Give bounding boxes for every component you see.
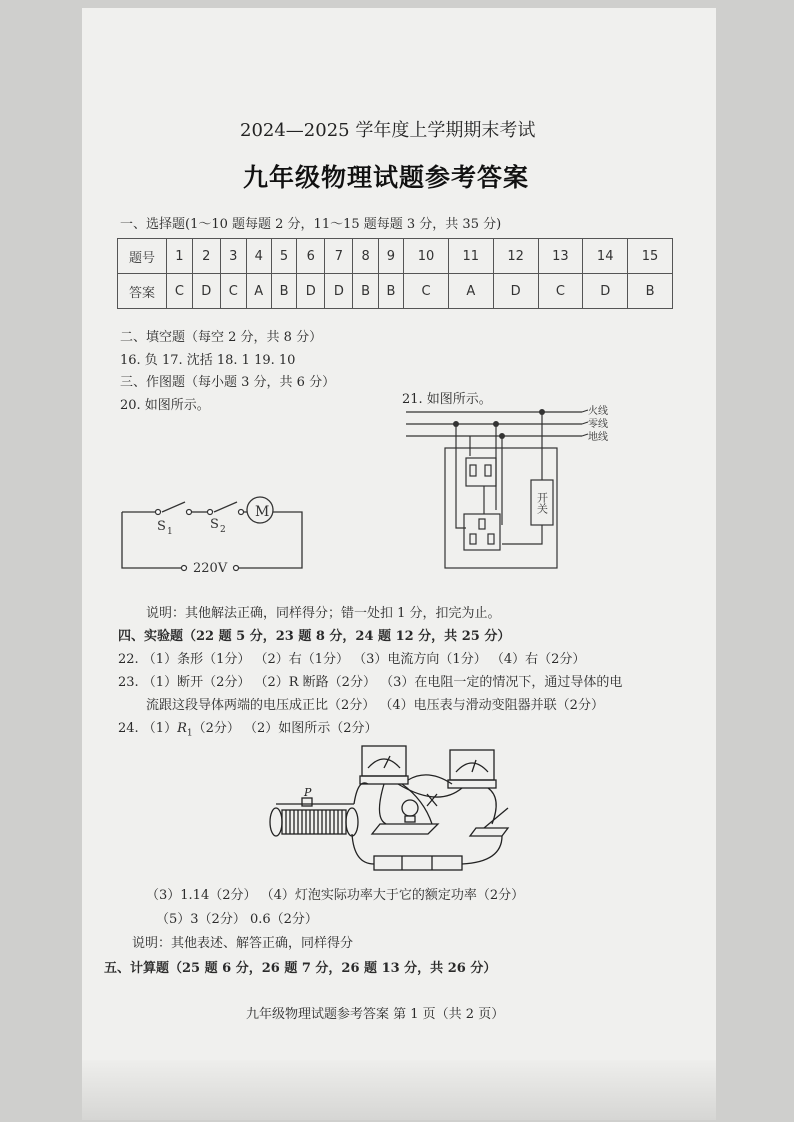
question-number: 11: [448, 239, 493, 274]
motor-symbol: M: [255, 504, 270, 520]
answer-cell: A: [448, 274, 493, 309]
q20-label: 20. 如图所示。: [120, 398, 210, 413]
q24-answers-line1: [118, 717, 378, 739]
paper-bottom-shade: [82, 1060, 716, 1120]
q24-answers-line3: （3）1.14（2分） （4）灯泡实际功率大于它的额定功率（2分）: [146, 888, 525, 903]
q24-resistor: R: [177, 721, 187, 736]
question-number: 8: [353, 239, 378, 274]
section1-heading: 一、选择题(1～10 题每题 2 分，11～15 题每题 3 分，共 35 分): [120, 217, 502, 232]
switch-s2-label: S: [210, 517, 219, 532]
exam-title: 2024—2025 学年度上学期期末考试: [240, 120, 536, 141]
question-number: 15: [628, 239, 673, 274]
answer-cell: A: [246, 274, 271, 309]
section4-heading: 四、实验题（22 题 5 分，23 题 8 分，24 题 12 分，共 25 分）: [118, 629, 511, 644]
slider-label: P: [304, 786, 312, 799]
q23-answers-line2: 流跟这段导体两端的电压成正比（2分） （4）电压表与滑动变阻器并联（2分）: [146, 698, 604, 713]
answer-cell: C: [167, 274, 193, 309]
answer-row: [118, 274, 673, 309]
question-number: 6: [297, 239, 325, 274]
neutral-wire-label: 零线: [588, 419, 608, 430]
ground-wire-label: 地线: [588, 432, 608, 443]
question-number-row: [118, 239, 673, 274]
answer-cell: C: [404, 274, 449, 309]
page-footer: 九年级物理试题参考答案 第 1 页（共 2 页）: [246, 1007, 505, 1022]
question-number: 2: [192, 239, 220, 274]
experiment-circuit-diagram-24: [262, 738, 532, 876]
answer-cell: B: [628, 274, 673, 309]
question-number: 14: [583, 239, 628, 274]
switch-label: 开关: [535, 492, 549, 514]
answer-cell: B: [378, 274, 403, 309]
section4-note: 说明：其他表述、解答正确，同样得分: [132, 936, 354, 951]
switch-s2-subscript: 2: [220, 525, 226, 535]
q22-answers: 22. （1）条形（1分） （2）右（1分） （3）电流方向（1分） （4）右（2分）: [118, 652, 586, 667]
circuit-diagram-20: [115, 490, 315, 580]
answer-cell: C: [538, 274, 583, 309]
section3-note: 说明：其他解法正确，同样得分；错一处扣 1 分，扣完为止。: [146, 606, 501, 621]
fill-blank-answers: 16. 负 17. 沈括 18. 1 19. 10: [120, 353, 296, 368]
row-label-answer: 答案: [118, 274, 167, 309]
question-number: 5: [271, 239, 296, 274]
section3-heading: 三、作图题（每小题 3 分，共 6 分）: [120, 375, 336, 390]
page-title: 九年级物理试题参考答案: [243, 163, 530, 192]
answer-cell: D: [192, 274, 220, 309]
answer-cell: D: [583, 274, 628, 309]
q24-rest: （2分） （2）如图所示（2分）: [192, 721, 378, 736]
answer-cell: D: [493, 274, 538, 309]
answer-cell: C: [220, 274, 246, 309]
voltage-label: 220V: [193, 561, 228, 576]
wiring-diagram-21: [400, 400, 650, 575]
question-number: 4: [246, 239, 271, 274]
live-wire-label: 火线: [588, 406, 608, 417]
switch-s1-subscript: 1: [167, 527, 173, 537]
section5-heading: 五、计算题（25 题 6 分，26 题 7 分，26 题 13 分，共 26 分）: [104, 961, 497, 976]
answer-table: [117, 238, 673, 309]
question-number: 3: [220, 239, 246, 274]
question-number: 13: [538, 239, 583, 274]
question-number: 1: [167, 239, 193, 274]
question-number: 7: [325, 239, 353, 274]
row-label-question: 题号: [118, 239, 167, 274]
q24-prefix: 24. （1）: [118, 721, 178, 736]
section2-heading: 二、填空题（每空 2 分，共 8 分）: [120, 330, 323, 345]
switch-s1-label: S: [157, 519, 166, 534]
question-number: 12: [493, 239, 538, 274]
answer-cell: B: [271, 274, 296, 309]
question-number: 9: [378, 239, 403, 274]
answer-cell: D: [297, 274, 325, 309]
answer-cell: D: [325, 274, 353, 309]
question-number: 10: [404, 239, 449, 274]
q24-answers-line4: （5）3（2分） 0.6（2分）: [156, 912, 318, 927]
answer-cell: B: [353, 274, 378, 309]
q23-answers-line1: 23. （1）断开（2分） （2）R 断路（2分） （3）在电阻一定的情况下，通过导体的电: [118, 675, 623, 690]
q24-resistor-subscript: 1: [186, 728, 193, 739]
q21-label: 21. 如图所示。: [402, 392, 492, 407]
